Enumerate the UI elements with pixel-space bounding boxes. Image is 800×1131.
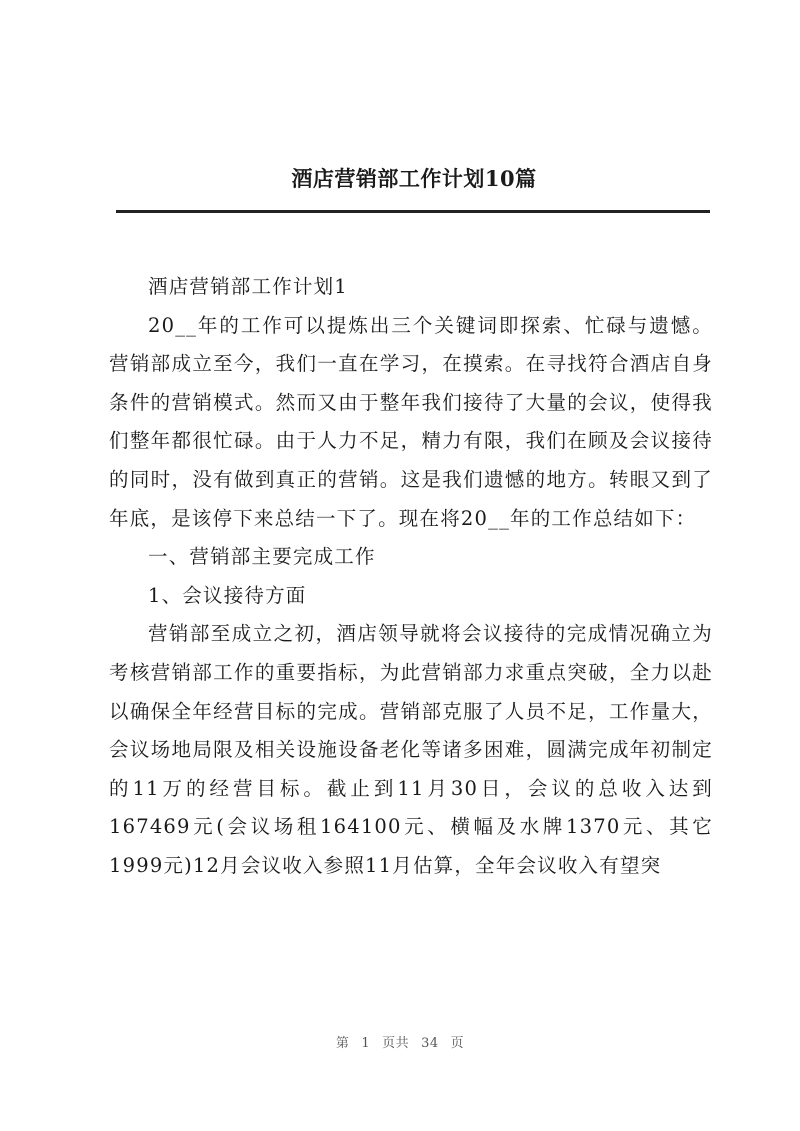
body-paragraph: 20__年的工作可以提炼出三个关键词即探索、忙碌与遗憾。营销部成立至今，我们一直在学习，在摸索。在寻找符合酒店自身条件的营销模式。然而又由于整年我们接待了大量的会议，使得我们整年都很忙碌。由于人力不足，精力有限，我们在顾及会议接待的同时，没有做到真正的营销。这是我们遗憾的地方。转眼又到了年底，是该停下来总结一下了。现在将20__年的工作总结如下： [109, 313, 713, 530]
subsection-heading: 1、会议接待方面 [148, 583, 307, 607]
page-label-mid: 页共 [382, 1036, 410, 1051]
page-footer [0, 1032, 800, 1051]
body-paragraph: 营销部至成立之初，酒店领导就将会议接待的完成情况确立为考核营销部工作的重要指标，为此营销部力求重点突破，全力以赴以确保全年经营目标的完成。营销部克服了人员不足，工作量大，会议场地局限及相关设施设备老化等诸多困难，圆满完成年初制定的11万的经营目标。截止到11月30日，会议的总收入达到167469元(会议场租164100元、横幅及水牌1370元、其它1999元)12月会议收入参照11月估算，全年会议收入有望突 [109, 622, 713, 877]
document-title: 酒店营销部工作计划10篇 [291, 166, 537, 191]
page-label-suffix: 页 [450, 1036, 465, 1051]
current-page-number: 1 [361, 1036, 371, 1051]
title-underline [116, 210, 710, 213]
page-label-prefix: 第 [335, 1036, 350, 1051]
section-heading: 酒店营销部工作计划1 [148, 275, 348, 298]
document-body [109, 268, 713, 886]
section-heading: 一、营销部主要完成工作 [148, 545, 376, 569]
total-pages: 34 [421, 1036, 439, 1051]
